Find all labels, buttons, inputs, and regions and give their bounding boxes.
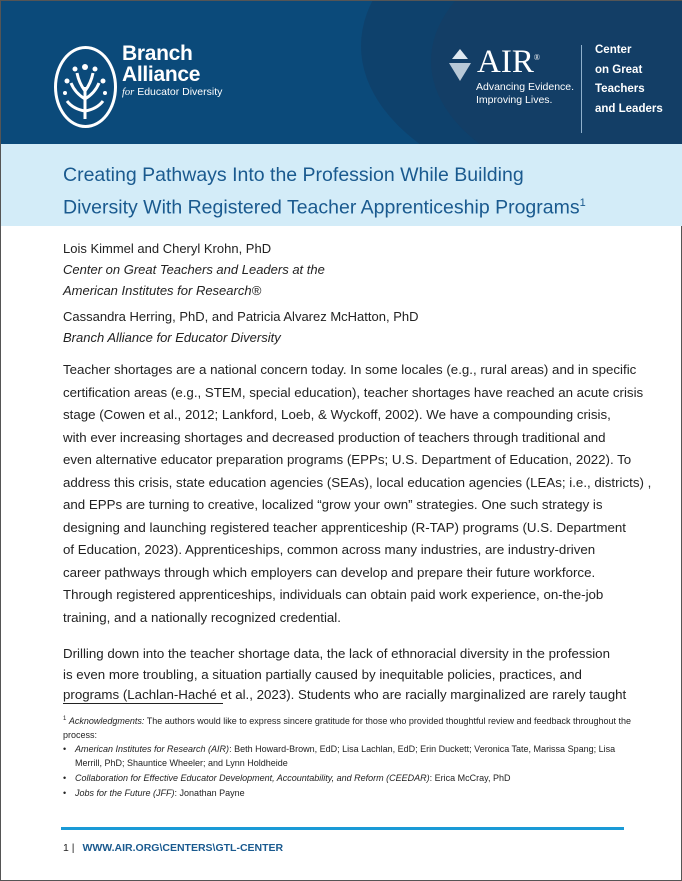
text-line: of Education, 2023). Apprenticeships, common across many industries, are industry-driven xyxy=(63,542,596,557)
paragraph xyxy=(63,644,633,706)
logo-for: for xyxy=(122,87,135,98)
author-affiliation: Center on Great Teachers and Leaders at the xyxy=(63,262,325,277)
title-line: Creating Pathways Into the Profession While Building xyxy=(63,164,524,186)
list-item: • American Institutes for Research (AIR): Beth Howard-Brown, EdD; Lisa Lachlan, EdD; Erin Duckett; Veronica Tate, Marissa Spang; Lisa Merrill, PhD; Shauntice Wheeler; and Lynn Holdheide xyxy=(63,743,633,770)
people: Jonathan Payne xyxy=(179,787,245,798)
text-line: stage (Cowen et al., 2012; Lankford, Loeb, & Wyckoff, 2002). We have a compounding crisis, xyxy=(63,407,611,422)
authors xyxy=(63,238,419,348)
text-line: programs (Lachlan-Haché et al., 2023). Students who are racially marginalized are rarely taught xyxy=(63,687,627,702)
logo-line: Branch xyxy=(122,42,193,65)
logo-subline xyxy=(122,86,222,98)
list-item: • Collaboration for Effective Educator Development, Accountability, and Reform (CEEDAR): Erica McCray, PhD xyxy=(63,772,633,786)
text-line: career pathways through which employers can develop and prepare their future workforce. xyxy=(63,564,596,580)
text-line: even alternative educator preparation programs (EPPs; U.S. Department of Education, 2022). To xyxy=(63,452,632,467)
footnote-text: The authors would like to express sincere gratitude for those who provided thoughtful review and feedback throughout the process: xyxy=(63,716,632,740)
footnote xyxy=(63,713,633,802)
list-item: • Jobs for the Future (JFF): Jonathan Payne xyxy=(63,787,633,801)
author-names: Lois Kimmel and Cheryl Krohn, PhD xyxy=(63,241,272,256)
text-line: certification areas (e.g., STEM, special education), teacher shortages have reached an acute crisis xyxy=(63,384,644,400)
org-name: American Institutes for Research (AIR) xyxy=(75,744,230,754)
air-tagline: Improving Lives. xyxy=(476,94,553,106)
footer-url-link[interactable]: WWW.AIR.ORG\CENTERS\GTL-CENTER xyxy=(82,842,284,854)
text-line: with ever increasing shortages and decreased production of teachers through traditional and xyxy=(63,429,606,445)
air-text: AIR xyxy=(477,44,534,80)
center-line: and Leaders xyxy=(595,102,663,115)
logo-divider xyxy=(581,45,582,133)
registered-mark: ® xyxy=(533,53,540,62)
center-line: on Great xyxy=(595,63,643,76)
air-tagline: Advancing Evidence. xyxy=(476,81,575,93)
text-line: and EPPs are turning to creative, localized “grow your own” strategies. One such strategy is xyxy=(63,497,603,512)
text-line: designing and launching registered teacher apprenticeship (R-TAP) programs (U.S. Department xyxy=(63,519,626,535)
text-line: Teacher shortages are a national concern today. In some locales (e.g., rural areas) and in specific xyxy=(63,362,637,377)
text-line: training, and a nationally recognized credential. xyxy=(63,609,341,625)
footnote-label: Acknowledgments: xyxy=(68,716,145,726)
text-line: Drilling down into the teacher shortage data, the lack of ethnoracial diversity in the profession xyxy=(63,646,610,661)
org-name: Collaboration for Effective Educator Development, Accountability, and Reform (CEEDAR) xyxy=(75,772,430,783)
title-text: Diversity With Registered Teacher Apprenticeship Programs xyxy=(63,196,580,219)
center-line: Teachers xyxy=(595,83,645,95)
branch-alliance-tree-icon xyxy=(54,46,117,128)
footer xyxy=(63,842,283,854)
footnote-ref[interactable]: 1 xyxy=(579,197,586,209)
author-affiliation: American Institutes for Research® xyxy=(63,283,262,298)
people: Beth Howard-Brown, EdD; Lisa Lachlan, EdD; Erin Duckett; Veronica Tate, Marissa Spang; Lisa Merrill, PhD; Shauntice Wheeler; and Lynn Holdheide xyxy=(75,744,616,768)
text-line: address this crisis, state education agencies (SEAs), local education agencies (LEAs; i.e., districts) , xyxy=(63,474,652,490)
author-names: Cassandra Herring, PhD, and Patricia Alvarez McHatton, PhD xyxy=(63,309,419,324)
author-affiliation: Branch Alliance for Educator Diversity xyxy=(63,330,281,345)
logo-line: Alliance xyxy=(122,63,201,86)
footnote-number: 1 xyxy=(63,716,67,722)
paragraph xyxy=(63,359,652,629)
page-number: 1 | xyxy=(63,842,75,854)
air-diamond-icon xyxy=(449,49,471,81)
air-logo xyxy=(449,41,574,107)
footnote-list xyxy=(63,743,633,800)
footer-rule xyxy=(61,827,624,830)
people: Erica McCray, PhD xyxy=(434,772,511,783)
title-line xyxy=(63,189,586,222)
branch-alliance-logo xyxy=(122,43,222,98)
logo-subtext: Educator Diversity xyxy=(137,86,223,98)
center-line: Center xyxy=(595,44,632,56)
footnote-divider xyxy=(63,703,223,704)
center-name xyxy=(595,41,663,119)
text-line: Through registered apprenticeships, individuals can obtain paid work experience, on-the-job xyxy=(63,587,604,602)
text-line: is even more troubling, a situation partially caused by inequitable policies, practices, and xyxy=(63,666,582,682)
org-name: Jobs for the Future (JFF) xyxy=(75,787,175,798)
header-banner xyxy=(1,1,682,144)
body-text xyxy=(63,359,652,721)
page-title xyxy=(63,161,586,222)
